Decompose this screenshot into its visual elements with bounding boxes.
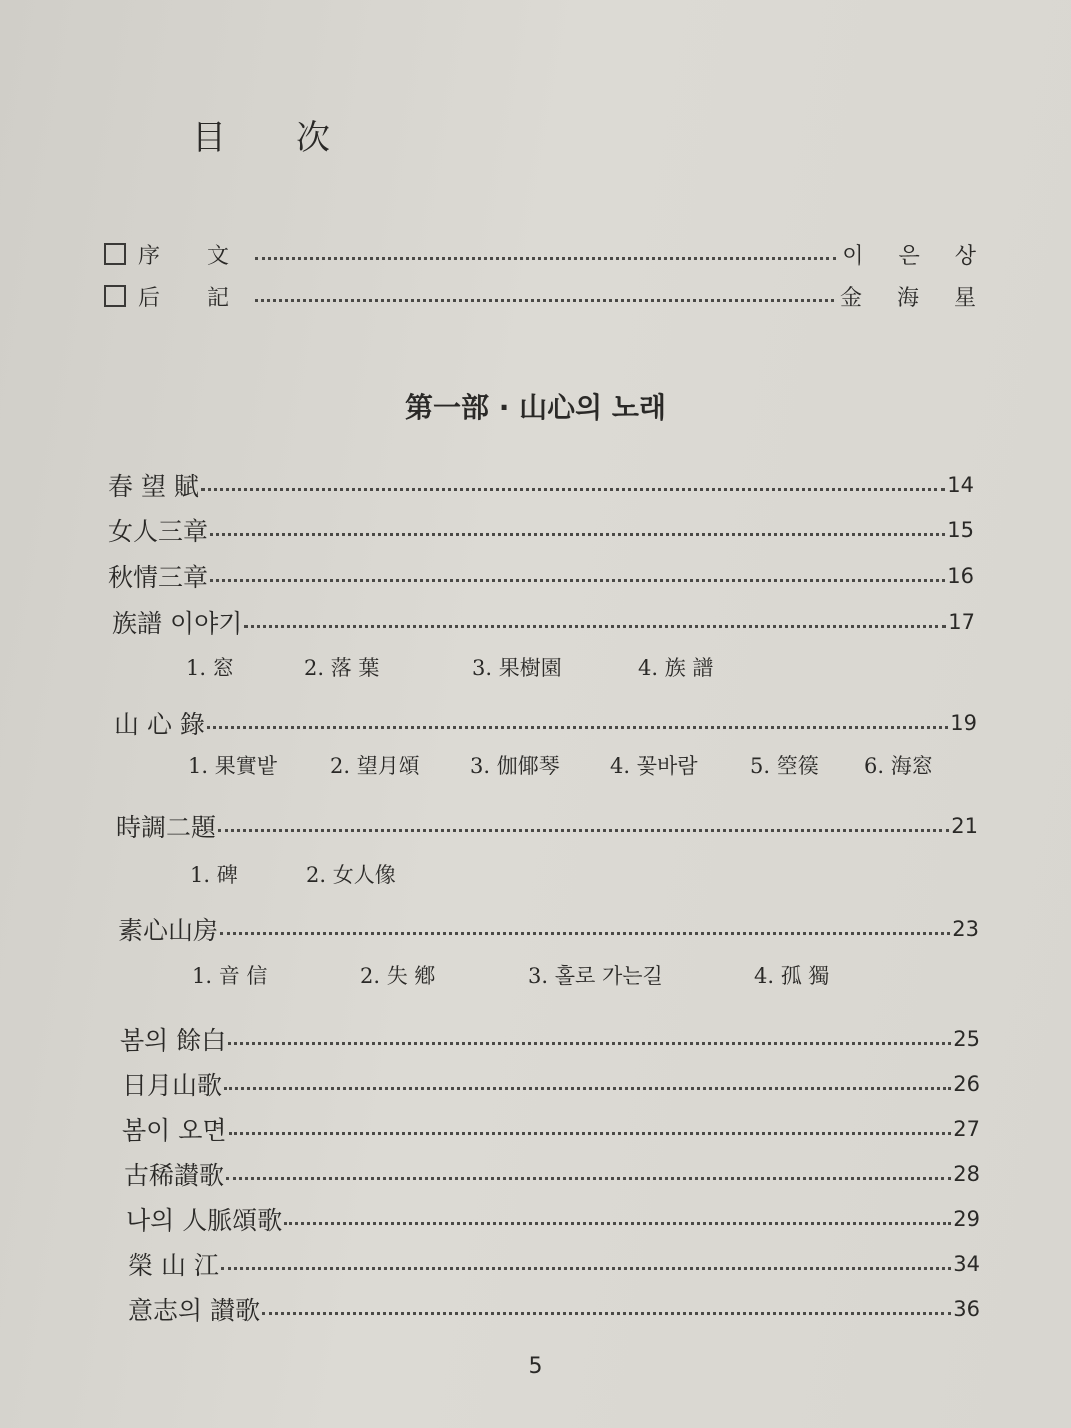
page-title (192, 110, 330, 159)
toc-entry (120, 1022, 980, 1056)
toc-entry (122, 1067, 980, 1101)
subitem: 3. 홀로 가는길 (528, 964, 663, 988)
subitem-list (186, 652, 713, 684)
entry-title: 素心山房 (118, 916, 219, 945)
subitem: 3. 果樹園 (472, 656, 562, 680)
checkbox-icon (104, 243, 126, 265)
toc-entry (126, 1202, 980, 1236)
toc-entry (108, 513, 974, 547)
toc-entry (128, 1247, 980, 1281)
toc-entry (112, 605, 975, 639)
toc-entry (108, 468, 974, 502)
toc-entry (122, 1112, 980, 1146)
dot-leader (224, 1087, 951, 1090)
dot-leader (218, 829, 949, 832)
toc-entry (114, 706, 977, 740)
toc-entry (118, 912, 979, 946)
entry-title: 山 心 錄 (114, 710, 205, 739)
entry-title: 봄의 餘白 (120, 1026, 227, 1055)
entry-page: 14 (947, 473, 974, 497)
front-matter-author: 金 海 星 (840, 285, 990, 311)
entry-page: 23 (952, 917, 979, 941)
subitem: 1. 音 信 (192, 964, 268, 988)
entry-page: 36 (953, 1297, 980, 1321)
entry-title: 봄이 오면 (122, 1116, 227, 1145)
entry-page: 21 (951, 814, 978, 838)
entry-page: 15 (947, 518, 974, 542)
entry-page: 27 (953, 1117, 980, 1141)
entry-page: 29 (953, 1207, 980, 1231)
dot-leader (210, 579, 945, 582)
subitem: 1. 碑 (190, 863, 238, 887)
entry-title: 나의 人脈頌歌 (126, 1206, 283, 1235)
subitem: 4. 族 譜 (638, 656, 714, 680)
toc-entry (124, 1157, 980, 1191)
entry-title: 族譜 이야기 (112, 609, 243, 638)
subitem: 1. 窓 (186, 656, 234, 680)
front-matter-row (104, 280, 990, 312)
dot-leader (220, 932, 950, 935)
subitem: 6. 海窓 (864, 754, 933, 778)
entry-page: 34 (953, 1252, 980, 1276)
entry-title: 榮 山 江 (128, 1251, 219, 1280)
entry-title: 女人三章 (108, 517, 209, 546)
entry-title: 意志의 讃歌 (128, 1296, 261, 1325)
toc-entry (108, 559, 974, 593)
dot-leader (201, 488, 945, 491)
dot-leader (255, 257, 836, 260)
entry-title: 古稀讃歌 (124, 1161, 225, 1190)
dot-leader (262, 1312, 951, 1315)
title-char-2: 次 (296, 118, 330, 158)
dot-leader (244, 625, 946, 628)
subitem-list (188, 750, 933, 782)
entry-title: 日月山歌 (122, 1071, 223, 1100)
dot-leader (229, 1132, 952, 1135)
dot-leader (284, 1222, 951, 1225)
entry-page: 19 (950, 711, 977, 735)
dot-leader (210, 533, 945, 536)
entry-page: 17 (948, 610, 975, 634)
dot-leader (207, 726, 948, 729)
subitem: 4. 孤 獨 (754, 964, 830, 988)
title-char-1: 目 (192, 118, 226, 158)
subitem: 2. 女人像 (306, 863, 396, 887)
entry-page: 25 (953, 1027, 980, 1051)
subitem: 3. 伽倻琴 (470, 754, 560, 778)
entry-title: 時調二題 (116, 813, 217, 842)
dot-leader (228, 1042, 951, 1045)
entry-page: 26 (953, 1072, 980, 1096)
front-matter-label: 序 文 (138, 243, 249, 269)
subitem-list (190, 859, 396, 891)
dot-leader (221, 1267, 951, 1270)
checkbox-icon (104, 285, 126, 307)
subitem: 2. 望月頌 (330, 754, 420, 778)
toc-entry (116, 809, 978, 843)
front-matter-author: 이 은 상 (842, 243, 990, 269)
front-matter-label: 后 記 (138, 285, 249, 311)
subitem: 5. 箜篌 (750, 754, 819, 778)
entry-page: 16 (947, 564, 974, 588)
toc-entry (128, 1292, 980, 1326)
part-title: 第一部 · 山心의 노래 (404, 391, 667, 424)
front-matter-row (104, 238, 990, 270)
subitem: 1. 果實밭 (188, 754, 277, 778)
dot-leader (255, 299, 834, 302)
subitem-list (192, 960, 829, 992)
subitem: 2. 失 鄕 (360, 964, 436, 988)
entry-page: 28 (953, 1162, 980, 1186)
subitem: 2. 落 葉 (304, 656, 380, 680)
entry-title: 春 望 賦 (108, 472, 199, 501)
dot-leader (226, 1177, 951, 1180)
entry-title: 秋情三章 (108, 563, 209, 592)
subitem: 4. 꽃바람 (610, 754, 698, 778)
page-number: 5 (528, 1354, 543, 1379)
